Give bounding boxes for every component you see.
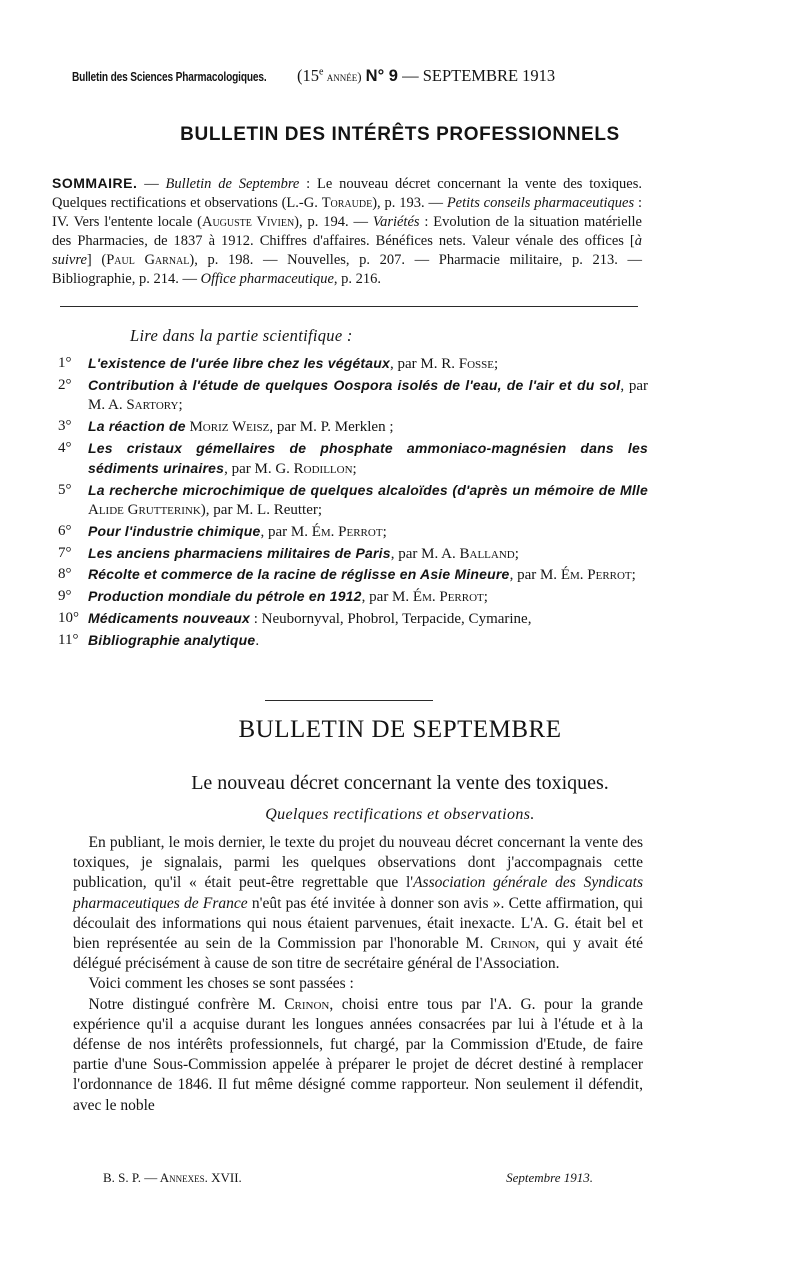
article-title-ref: La réaction de [88,417,186,434]
issue-info: (15e année) N° 9 — SEPTEMBRE 1913 [297,66,556,85]
article-body [73,833,643,1116]
list-item [58,481,648,521]
scientific-part-intro: Lire dans la partie scientifique : [130,326,353,345]
article-title-ref: Médicaments nouveaux [88,610,250,627]
article-title: Le nouveau décret concernant la vente des toxiques. [191,772,609,794]
article-title-ref: L'existence de l'urée libre chez les végétaux [88,355,391,371]
footer-date: Septembre 1913. [506,1170,593,1185]
author-name: Sartory [126,397,179,414]
author-name: Balland [459,545,515,562]
article-title-ref: Contribution à l'étude de quelques Oospora isolés de l'eau, de l'air et du sol [88,376,621,393]
list-item [58,417,648,437]
list-item [58,631,648,651]
paragraph: Voici comment les choses se sont passées : [88,975,354,993]
article-title-ref: Production mondiale du pétrole en 1912 [88,588,362,605]
sommaire: SOMMAIRE. — Bulletin de Septembre : Le nouveau décret concernant la vente des toxiques. Quelques rectifications et observations (L.-G. Toraude), p. 193. — Petits conseils pharmaceutiques : IV. Vers l'entente locale (Auguste Vivien), p. 194. — Variétés : Evolution de la situation matérielle des Pharmacies, de 1837 à 1912. Chiffres d'affaires. Bénéfices nets. Valeur vénale des offices [à suivre] (Paul Garnal), p. 198. — Nouvelles, p. 207. — Pharmacie militaire, p. 213. — Bibliographie, p. 214. — Office pharmaceutique, p. 216. [52,175,643,287]
list-item-number: 5° [58,481,72,498]
section-title: BULLETIN DES INTÉRÊTS PROFESSIONNELS [180,124,620,145]
list-item [58,522,648,542]
list-item-number: 2° [58,376,72,393]
author-name: Ém. Perrot [311,523,383,540]
scientific-contents-list [58,354,648,653]
issue-number: N° 9 [365,67,398,85]
article-title-ref: Les cristaux gémellaires de phosphate ammoniaco-magnésien dans les sédiments urinaires [88,439,648,476]
list-item-text: Bibliographie analytique. [88,631,260,649]
author-name: Ém. Perrot [560,567,632,584]
list-item-number: 9° [58,588,72,605]
list-item [58,354,648,374]
article-subtitle: Quelques rectifications et observations. [265,806,535,823]
list-item-text: Les anciens pharmaciens militaires de Paris, par M. A. Balland; [88,544,519,562]
list-item-text: La réaction de Moriz Weisz, par M. P. Merklen ; [88,417,394,435]
list-item-number: 4° [58,439,72,456]
list-item [58,544,648,564]
list-item [58,587,648,607]
author-name: R. Fosse [441,356,495,372]
footer-reference: B. S. P. — Annexes. XVII. [103,1170,242,1185]
article-title-ref: Les anciens pharmaciens militaires de Paris [88,544,391,561]
list-item-text: Pour l'industrie chimique, par M. Ém. Perrot; [88,522,387,540]
author-name: Moriz Weisz [189,418,270,435]
bulletin-title: BULLETIN DE SEPTEMBRE [238,716,562,743]
list-item-text: Les cristaux gémellaires de phosphate ammoniaco-magnésien dans les sédiments urinaires, par M. G. Rodillon; [88,439,648,477]
running-head [72,66,632,96]
author-name: Ém. Perrot [412,589,484,606]
list-item-text: Récolte et commerce de la racine de réglisse en Asie Mineure, par M. Ém. Perrot; [88,566,636,584]
article-title-ref: Bibliographie analytique [88,631,256,648]
list-item-text: La recherche microchimique de quelques alcaloïdes (d'après un mémoire de Mlle Alide Grutterink), par M. L. Reutter; [88,481,648,519]
short-divider-rule [265,700,433,701]
list-item-text: L'existence de l'urée libre chez les végétaux, par M. R. Fosse; [88,355,499,372]
article-title-ref: Récolte et commerce de la racine de réglisse en Asie Mineure [88,566,510,583]
list-item-number: 11° [58,631,79,648]
list-item [58,376,648,416]
list-item-number: 6° [58,522,72,539]
divider-rule [60,306,638,307]
author-name: Rodillon [293,460,353,477]
list-item [58,609,648,629]
list-item-number: 8° [58,566,72,583]
journal-name: Bulletin des Sciences Pharmacologiques. [72,69,267,84]
page-footer [103,1170,593,1186]
article-title-ref: Pour l'industrie chimique [88,522,261,539]
list-item-text: Contribution à l'étude de quelques Oospora isolés de l'eau, de l'air et du sol, par M. A. Sartory; [88,376,648,414]
list-item-number: 10° [58,610,79,627]
author-name: Alide Grutterink [88,502,201,519]
paragraph: En publiant, le mois dernier, le texte du projet du nouveau décret concernant la vente des toxiques, je signalais, parmi les quelques observations dont j'accompagnais cette publication, qu'il « était peut-être regrettable que l'Association générale des Syndicats pharmaceutiques de France n'eût pas été invitée à donner son avis ». Cette affirmation, qui découlait des informations qui nous étaient parvenues, était inexacte. L'A. G. était bel et bien représentée au sein de la Commission par l'honorable M. Crinon, qui y avait été délégué précisément à cause de son titre de secrétaire général de l'Association. [73,834,644,973]
list-item [58,565,648,585]
list-item-text: Médicaments nouveaux : Neubornyval, Phobrol, Terpacide, Cymarine, [88,610,532,628]
article-title-ref: La recherche microchimique de quelques alcaloïdes (d'après un mémoire de Mlle [88,481,648,498]
list-item-number: 7° [58,544,72,561]
list-item [58,439,648,480]
sommaire-label: SOMMAIRE. [52,175,138,191]
list-item-number: 3° [58,417,72,434]
list-item-text: Production mondiale du pétrole en 1912, par M. Ém. Perrot; [88,588,488,606]
issue-date: SEPTEMBRE 1913 [422,66,556,85]
list-item-number: 1° [58,355,72,371]
paragraph: Notre distingué confrère M. Crinon, choisi entre tous par l'A. G. pour la grande expérience qu'il a acquise durant les longues années consacrées par lui à l'étude et à la défense de nos intérêts professionnels, fut chargé, par la Commission d'Etude, de faire partie d'une Sous-Commission appelée à préparer le projet de décret destiné à remplacer l'ordonnance de 1846. Il fut même désigné comme rapporteur. Non seulement il défendit, avec le noble [73,995,643,1114]
